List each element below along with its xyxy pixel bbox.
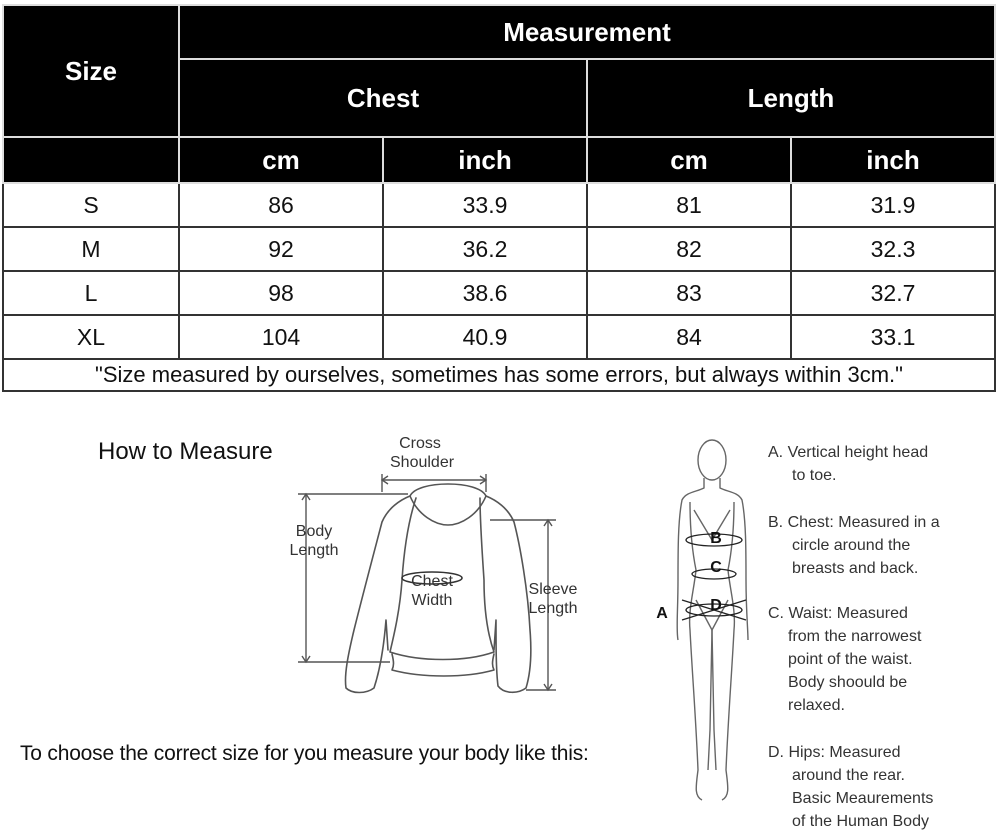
size-cell: M xyxy=(3,227,179,271)
chest-inch-cell: 40.9 xyxy=(383,315,587,359)
definition-c: C. Waist: Measured from the narrowest point of the waist. Body shoould be relaxed. xyxy=(768,605,922,714)
table-row xyxy=(3,183,995,227)
chest-inch-cell: 36.2 xyxy=(383,227,587,271)
choose-size-instruction: To choose the correct size for you measure your body like this: xyxy=(20,742,589,765)
cross-shoulder-label: Cross Shoulder xyxy=(390,435,455,471)
length-inch-cell: 32.7 xyxy=(791,271,995,315)
body-label-c: C xyxy=(710,559,722,576)
body-label-a: A xyxy=(656,605,668,622)
length-inch-cell: 31.9 xyxy=(791,183,995,227)
length-cm-cell: 83 xyxy=(587,271,791,315)
measurement-header: Measurement xyxy=(179,5,995,59)
length-cm-cell: 81 xyxy=(587,183,791,227)
size-unit-blank xyxy=(3,137,179,183)
table-row xyxy=(3,271,995,315)
length-cm-header: cm xyxy=(587,137,791,183)
chest-inch-cell: 33.9 xyxy=(383,183,587,227)
size-note: "Size measured by ourselves, sometimes has some errors, but always within 3cm." xyxy=(3,359,995,391)
how-to-measure-heading: How to Measure xyxy=(98,438,273,465)
length-inch-header: inch xyxy=(791,137,995,183)
length-cm-cell: 84 xyxy=(587,315,791,359)
body-label-b: B xyxy=(710,530,722,547)
chest-cm-cell: 92 xyxy=(179,227,383,271)
definition-a: A. Vertical height head to toe. xyxy=(768,444,929,484)
definition-d: D. Hips: Measured around the rear. Basic Meaurements of the Human Body xyxy=(768,744,934,830)
chest-header: Chest xyxy=(179,59,587,137)
chest-width-label: Chest Width xyxy=(411,573,453,609)
size-header: Size xyxy=(3,5,179,137)
chest-cm-cell: 86 xyxy=(179,183,383,227)
chest-cm-header: cm xyxy=(179,137,383,183)
length-header: Length xyxy=(587,59,995,137)
size-cell: S xyxy=(3,183,179,227)
length-inch-cell: 32.3 xyxy=(791,227,995,271)
definition-b: B. Chest: Measured in a circle around the breasts and back. xyxy=(768,514,940,577)
table-row xyxy=(3,315,995,359)
body-length-label: Body Length xyxy=(289,523,339,559)
chest-cm-cell: 98 xyxy=(179,271,383,315)
length-cm-cell: 82 xyxy=(587,227,791,271)
size-cell: XL xyxy=(3,315,179,359)
chest-inch-header: inch xyxy=(383,137,587,183)
length-inch-cell: 33.1 xyxy=(791,315,995,359)
body-measure-diagram xyxy=(660,430,770,820)
chest-inch-cell: 38.6 xyxy=(383,271,587,315)
size-cell: L xyxy=(3,271,179,315)
table-note-row xyxy=(3,359,995,391)
table-row xyxy=(3,227,995,271)
chest-cm-cell: 104 xyxy=(179,315,383,359)
sleeve-length-label: Sleeve Length xyxy=(528,581,578,617)
size-chart-table xyxy=(2,4,996,392)
body-label-d: D xyxy=(710,597,722,614)
